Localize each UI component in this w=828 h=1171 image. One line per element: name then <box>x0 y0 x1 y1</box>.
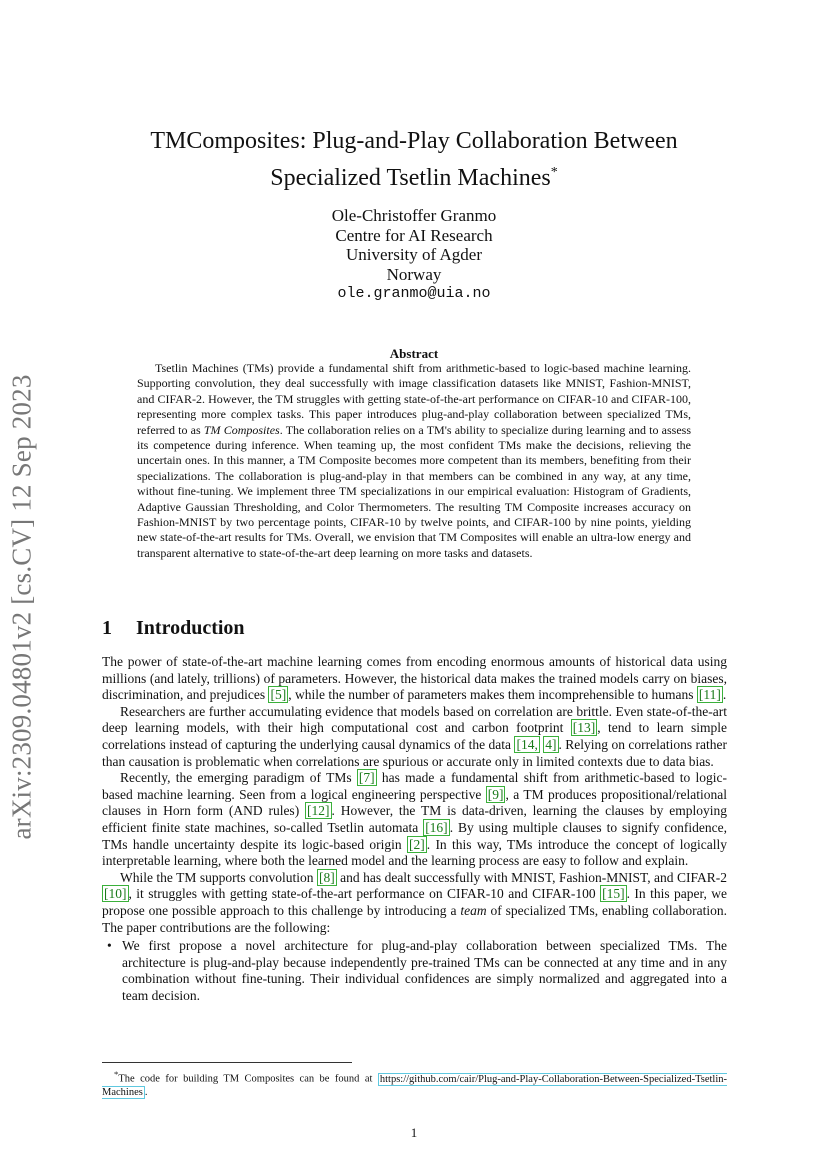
list-item: • We first propose a novel architecture for plug-and-play collaboration between specialized TMs. The architecture is plug-and-play because independently pre-trained TMs can be connected at any time and in any combination without fine-tuning. Their individual confidences are simply normalized and aggregated into a team decision. <box>122 938 727 1004</box>
text-run: , tend to learn simple correlations instead of capturing the underlying causal dynamics of the data <box>102 720 727 752</box>
text-run: . By using multiple clauses to signify confidence, TMs handle uncertainty despite its logic-based origin <box>102 819 727 852</box>
citation-link[interactable]: [10] <box>104 886 127 902</box>
citation-link[interactable]: [11] <box>698 687 721 703</box>
paper-title <box>100 126 728 194</box>
title-line-2 <box>100 157 728 194</box>
section-title: Introduction <box>136 617 245 639</box>
citation-link[interactable]: [2] <box>408 836 425 852</box>
citation-link[interactable]: [16] <box>425 819 448 835</box>
text-run: . However, the TM is data-driven, learning the clauses by employing efficient finite state machines, so-called Tsetlin automata <box>102 803 727 835</box>
paragraph-2 <box>102 704 727 770</box>
repository-link[interactable]: https://github.com/cair/Plug-and-Play-Collaboration-Between-Specialized-Tsetlin-Machines <box>102 1073 727 1098</box>
author-name: Ole-Christoffer Granmo <box>331 206 497 225</box>
text-run: . Relying on correlations rather than causation is problematic when correlations are spurious or accurate only in limited contexts due to data bias. <box>102 736 727 769</box>
citation-link[interactable]: [15] <box>602 886 625 902</box>
abstract-text <box>137 361 691 561</box>
section-number: 1 <box>102 617 112 639</box>
footnote-text: The code for building TM Composites can be found at <box>118 1073 378 1085</box>
title-line-2-text: Specialized Tsetlin Machines <box>270 165 551 191</box>
author-block <box>100 206 728 304</box>
text-run: , while the number of parameters makes them incomprehensible to humans <box>288 687 697 703</box>
author-university: University of Agder <box>346 245 482 264</box>
paragraph-1 <box>102 654 727 704</box>
text-run: has made a fundamental shift from arithmetic-based to logic-based machine learning. Seen from a logical engineering perspective <box>102 770 727 802</box>
text-run: . <box>722 687 727 703</box>
abstract-part-1: Tsetlin Machines (TMs) provide a fundamental shift from arithmetic-based to logic-based machine learning. Supporting convolution, they deal successfully with image classification datasets like MNIST, Fashion-MNIST, and CIFAR-2. However, the TM struggles with getting state-of-the-art performance on CIFAR-10 and CIFAR-100, representing more complex tasks. This paper introduces plug-and-play collaboration between specialized TMs, referred to as <box>137 361 691 437</box>
text-run: and has dealt successfully with MNIST, Fashion-MNIST, and CIFAR-2 <box>336 869 727 885</box>
citation-link[interactable]: [12] <box>307 803 330 819</box>
citation-link[interactable]: [9] <box>487 786 504 802</box>
footnote-end: . <box>144 1086 148 1098</box>
citation-link[interactable]: [13] <box>572 720 596 736</box>
text-run: While the TM supports convolution <box>120 869 317 885</box>
paragraph-4 <box>102 870 727 936</box>
emphasis-team: team <box>460 902 487 918</box>
footnote-rule <box>102 1062 352 1063</box>
page-number: 1 <box>410 1125 418 1140</box>
paragraph-3 <box>102 770 727 870</box>
citation-link[interactable]: [5] <box>270 687 287 703</box>
section-heading <box>102 617 245 640</box>
arxiv-identifier: arXiv:2309.04801v2 [cs.CV] 12 Sep 2023 <box>6 374 37 840</box>
text-run: The power of state-of-the-art machine learning comes from encoding enormous amounts of historical data using millions (and lately, trillions) of parameters. However, the historical data makes the trained models carry on biases, discrimination, and prejudices <box>102 654 727 703</box>
text-run: , it struggles with getting state-of-the-art performance on CIFAR-10 and CIFAR-100 <box>128 886 601 902</box>
footnote <box>102 1068 727 1099</box>
body-text <box>102 654 727 1004</box>
text-run: Recently, the emerging paradigm of TMs <box>120 770 357 786</box>
text-run: of specialized TMs, enabling collaboration. The paper contributions are the following: <box>102 902 727 935</box>
contribution-list <box>102 938 727 1004</box>
text-run: . In this way, TMs introduce the concept of logically interpretable learning, where both the learned model and the learning process are easy to follow and explain. <box>102 836 727 869</box>
arxiv-sidebar <box>0 362 44 852</box>
footnote-mark: * <box>114 1069 119 1079</box>
citation-link[interactable]: 4] <box>545 736 557 752</box>
text-run: , a TM produces propositional/relational clauses in Horn form (AND rules) <box>102 786 728 819</box>
citation-link[interactable]: [8] <box>318 869 335 885</box>
abstract-emphasis: TM Composites <box>203 422 280 437</box>
citation-link[interactable]: [14, <box>516 736 538 752</box>
text-run: . In this paper, we propose one possible approach to this challenge by introducing a <box>102 886 728 918</box>
title-footnote-mark: * <box>550 165 558 180</box>
text-run: Researchers are further accumulating evidence that models based on correlation are brittle. Even state-of-the-art deep learning models, with their high computational cost and carbon footprint <box>102 703 727 736</box>
author-email: ole.granmo@uia.no <box>337 285 491 302</box>
author-affiliation: Centre for AI Research <box>335 225 493 245</box>
author-country: Norway <box>386 264 442 284</box>
abstract-heading: Abstract <box>389 346 439 361</box>
title-line-1: TMComposites: Plug-and-Play Collaboration Between <box>150 128 678 154</box>
abstract-part-2: . The collaboration relies on a TM's ability to specialize during learning and to assess its competence during inference. When teaming up, the most confident TMs make the decisions, relieving the uncertain ones. In this manner, a TM Composite becomes more competent than its members, benefiting from their specializations. The collaboration is plug-and-play in that members can be combined in any way, at any time, without fine-tuning. We implement three TM specializations in our empirical evaluation: Histogram of Gradients, Adaptive Gaussian Thresholding, and Color Thermometers. The resulting TM Composite increases accuracy on Fashion-MNIST by two percentage points, CIFAR-10 by twelve points, and CIFAR-100 by nine points, yielding new state-of-the-art results for TMs. Overall, we envision that TM Composites will enable an ultra-low energy and transparent alternative to state-of-the-art deep learning on more tasks and datasets. <box>137 422 691 560</box>
citation-link[interactable]: [7] <box>358 770 375 786</box>
